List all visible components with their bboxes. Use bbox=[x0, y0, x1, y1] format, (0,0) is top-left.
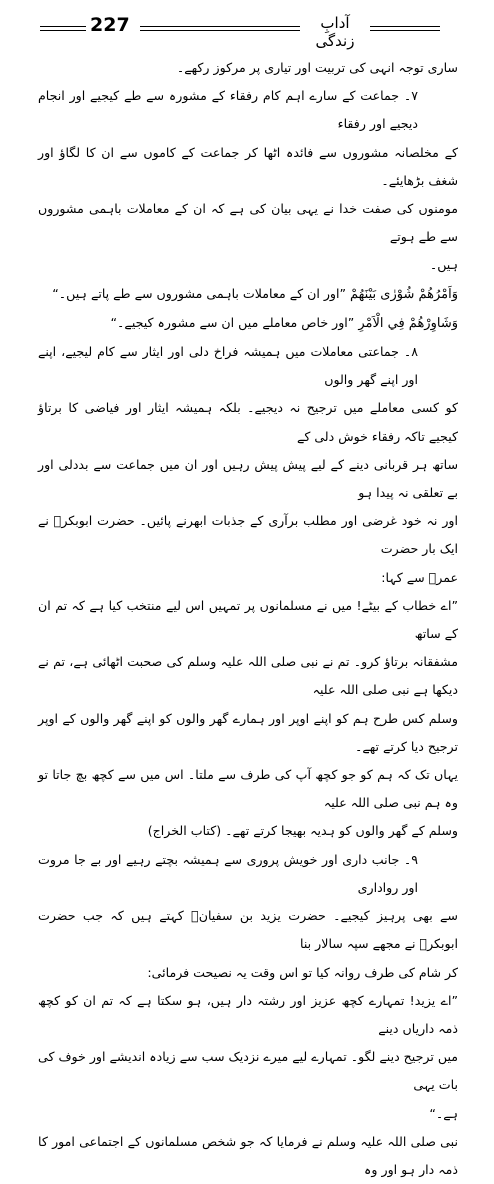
quote-line: وسلم کس طرح ہم کو اپنے اوپر اور ہمارے گھر والوں کو اپنے گھر والوں کے اوپر ترجیح دیا کرتے تھے۔ bbox=[38, 710, 458, 754]
quote-line: میں ترجیح دینے لگو۔ تمہارے لیے میرے نزدیک سب سے زیادہ اندیشے اور خوف کی بات یہی bbox=[37, 1049, 458, 1093]
text-line: مومنوں کی صفت خدا نے یہی بیان کی ہے کہ ان کے معاملات باہمی مشوروں سے طے ہوتے bbox=[38, 201, 458, 245]
header-rule bbox=[140, 30, 300, 31]
quote-line: ہے۔“ bbox=[429, 1105, 458, 1121]
text-line: ۸۔ جماعتی معاملات میں ہمیشہ فراخ دلی اور ایثار سے کام لیجیے، اپنے اور اپنے گھر والوں bbox=[38, 344, 418, 388]
header-rule bbox=[140, 26, 300, 27]
quote-line: یہاں تک کہ ہم کو جو کچھ آپ کی طرف سے ملتا۔ اس میں سے کچھ بچ جاتا تو وہ ہم نبی صلی اللہ علیہ bbox=[38, 767, 458, 811]
text-line: کے مخلصانہ مشوروں سے فائدہ اٹھا کر جماعت کے کاموں سے ان کا لگاؤ اور شغف بڑھایئے۔ bbox=[38, 144, 458, 188]
quote-line: ”اے یزید! تمہارے کچھ عزیز اور رشتہ دار ہیں، ہو سکتا ہے کہ تم ان کو کچھ ذمہ داریاں دینے bbox=[38, 992, 458, 1036]
arabic-verse: وَشَاوِرْهُمْ فِي الْاَمْرِ bbox=[358, 315, 458, 331]
text-line: سے بھی پرہیز کیجیے۔ حضرت یزید بن سفیانؓ کہتے ہیں کہ جب حضرت ابوبکرؓ نے مجھے سپہ سالار بنا bbox=[38, 908, 458, 952]
header-rule bbox=[40, 30, 86, 31]
text-line: عمرؓ سے کہا: bbox=[381, 569, 458, 585]
page-number: 227 bbox=[90, 14, 130, 36]
text-line: کر شام کی طرف روانہ کیا تو اس وقت یہ نصیحت فرمائی: bbox=[147, 964, 458, 980]
quote-line: مشفقانہ برتاؤ کرو۔ تم نے نبی صلی اللہ علیہ وسلم کی صحبت اٹھائی ہے، تم نے دیکھا ہے نبی صلی اللہ علیہ bbox=[38, 654, 458, 698]
text-line: کو کسی معاملے میں ترجیح نہ دیجیے۔ بلکہ ہمیشہ ایثار اور فیاضی کا برتاؤ کیجیے تاکہ رفقاء خوش دلی کے bbox=[38, 400, 458, 444]
header-rule bbox=[40, 26, 86, 27]
page-header bbox=[40, 14, 440, 50]
text-line: ۷۔ جماعت کے سارے اہم کام رفقاء کے مشورہ سے طے کیجیے اور انجام دیجیے اور رفقاء bbox=[38, 88, 418, 132]
verse-translation: ”اور خاص معاملے میں ان سے مشورہ کیجیے۔“ bbox=[110, 314, 355, 330]
header-rule bbox=[370, 30, 440, 31]
header-rule bbox=[370, 26, 440, 27]
text-line: ساری توجہ انہی کی تربیت اور تیاری پر مرکوز رکھے۔ bbox=[176, 60, 458, 75]
text-line: ساتھ ہر قربانی دینے کے لیے پیش پیش رہیں اور ان میں جماعت سے بددلی اور بے تعلقی نہ پیدا ہو bbox=[38, 456, 458, 501]
verse-translation: ”اور ان کے معاملات باہمی مشوروں سے طے پاتے ہیں۔“ bbox=[52, 285, 347, 301]
quran-verse-line bbox=[38, 309, 458, 338]
text-line: نبی صلی اللہ علیہ وسلم نے فرمایا کہ جو شخص مسلمانوں کے اجتماعی امور کا ذمہ دار ہو اور وہ bbox=[38, 1133, 458, 1177]
running-title: آدابِ زندگی bbox=[315, 14, 355, 50]
text-line: ہیں۔ bbox=[429, 257, 458, 273]
quote-line: ”اے خطاب کے بیٹے! میں نے مسلمانوں پر تمہیں اس لیے منتخب کیا ہے کہ تم ان کے ساتھ bbox=[38, 597, 458, 642]
quran-verse-line bbox=[38, 280, 458, 309]
quote-line: وسلم کے گھر والوں کو ہدیہ بھیجا کرتے تھے۔ (کتاب الخراج) bbox=[147, 823, 458, 839]
arabic-verse: وَاَمْرُهُمْ شُوْرٰى بَيْنَهُمْ bbox=[350, 286, 458, 302]
text-line: اور نہ خود غرضی اور مطلب برآری کے جذبات ابھرنے پائیں۔ حضرت ابوبکرؓ نے ایک بار حضرت bbox=[38, 513, 458, 557]
text-line: ۹۔ جانب داری اور خویش پروری سے ہمیشہ بچتے رہیے اور بے جا مروت اور رواداری bbox=[38, 851, 418, 895]
page-body bbox=[38, 54, 458, 1184]
